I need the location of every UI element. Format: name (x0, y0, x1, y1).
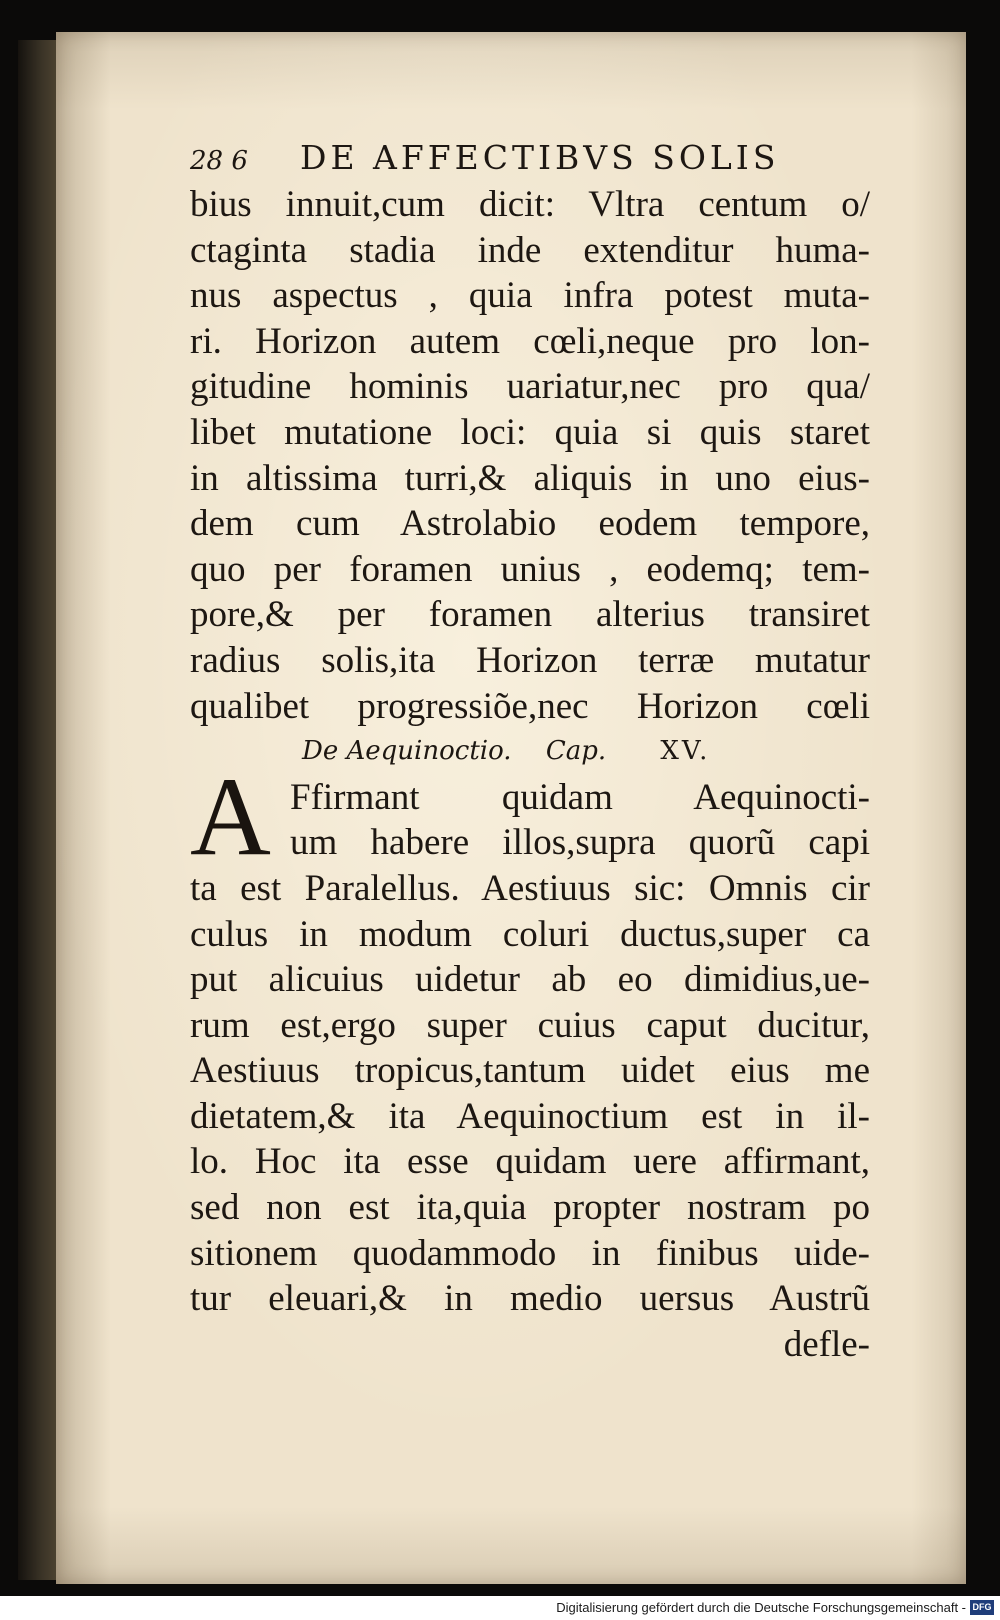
digitization-credit: Digitalisierung gefördert durch die Deutsche Forschungsgemeinschaft - (556, 1600, 966, 1615)
text-line: put alicuius uidetur ab eo dimidius,ue- (190, 959, 870, 1001)
chapter-title: De Aequinoctio. (302, 736, 512, 767)
catchword: defle- (783, 1323, 870, 1365)
text-line: ctaginta stadia inde extenditur huma- (190, 229, 870, 271)
text-line: quo per foramen unius , eodemq; tem- (190, 548, 870, 590)
digitization-credit-bar (0, 1596, 1000, 1620)
dfg-logo[interactable]: DFG (970, 1600, 994, 1615)
text-line: lo. Hoc ita esse quidam uere affirmant, (190, 1141, 870, 1183)
text-line: ri. Horizon autem cœli,neque pro lon- (190, 320, 870, 362)
text-line: rum est,ergo super cuius caput ducitur, (190, 1004, 870, 1046)
chapter-number: XV. (660, 736, 711, 767)
text-line: dem cum Astrolabio eodem tempore, (190, 503, 870, 545)
text-line: tur eleuari,& in medio uersus Austrũ (190, 1278, 870, 1320)
text-line: bius innuit,cum dicit: Vltra centum o/ (190, 184, 870, 225)
text-line: qualibet progressiõe,nec Horizon cœli (190, 685, 870, 727)
text-line: dietatem,& ita Aequinoctium est in il- (190, 1095, 870, 1137)
text-line: nus aspectus , quia infra potest muta- (190, 275, 870, 317)
text-line: ta est Paralellus. Aestiuus sic: Omnis cir (190, 867, 870, 909)
text-line: radius solis,ita Horizon terræ mutatur (190, 639, 870, 681)
running-head-title: DE AFFECTIBVS SOLIS (300, 138, 780, 177)
drop-initial: A (190, 754, 271, 879)
text-line: um habere illos,supra quorũ capi (290, 822, 870, 864)
text-line: sitionem quodammodo in finibus uide- (190, 1232, 870, 1274)
text-line: pore,& per foramen alterius transiret (190, 594, 870, 636)
chapter-opening (190, 754, 870, 879)
text-line: Aestiuus tropicus,tantum uidet eius me (190, 1050, 870, 1092)
text-block (190, 182, 870, 1367)
chapter-heading (190, 729, 870, 775)
page-folio: 28 6 (190, 146, 248, 176)
text-line: gitudine hominis uariatur,nec pro qua/ (190, 366, 870, 408)
text-line: libet mutatione loci: quia si quis staret (190, 411, 870, 453)
chapter-cap-label: Cap. (545, 736, 607, 767)
text-line: Ffirmant quidam Aequinocti- (290, 776, 870, 818)
text-line: in altissima turri,& aliquis in uno eius- (190, 457, 870, 499)
text-line: sed non est ita,quia propter nostram po (190, 1187, 870, 1229)
text-line: culus in modum coluri ductus,super ca (190, 913, 870, 955)
